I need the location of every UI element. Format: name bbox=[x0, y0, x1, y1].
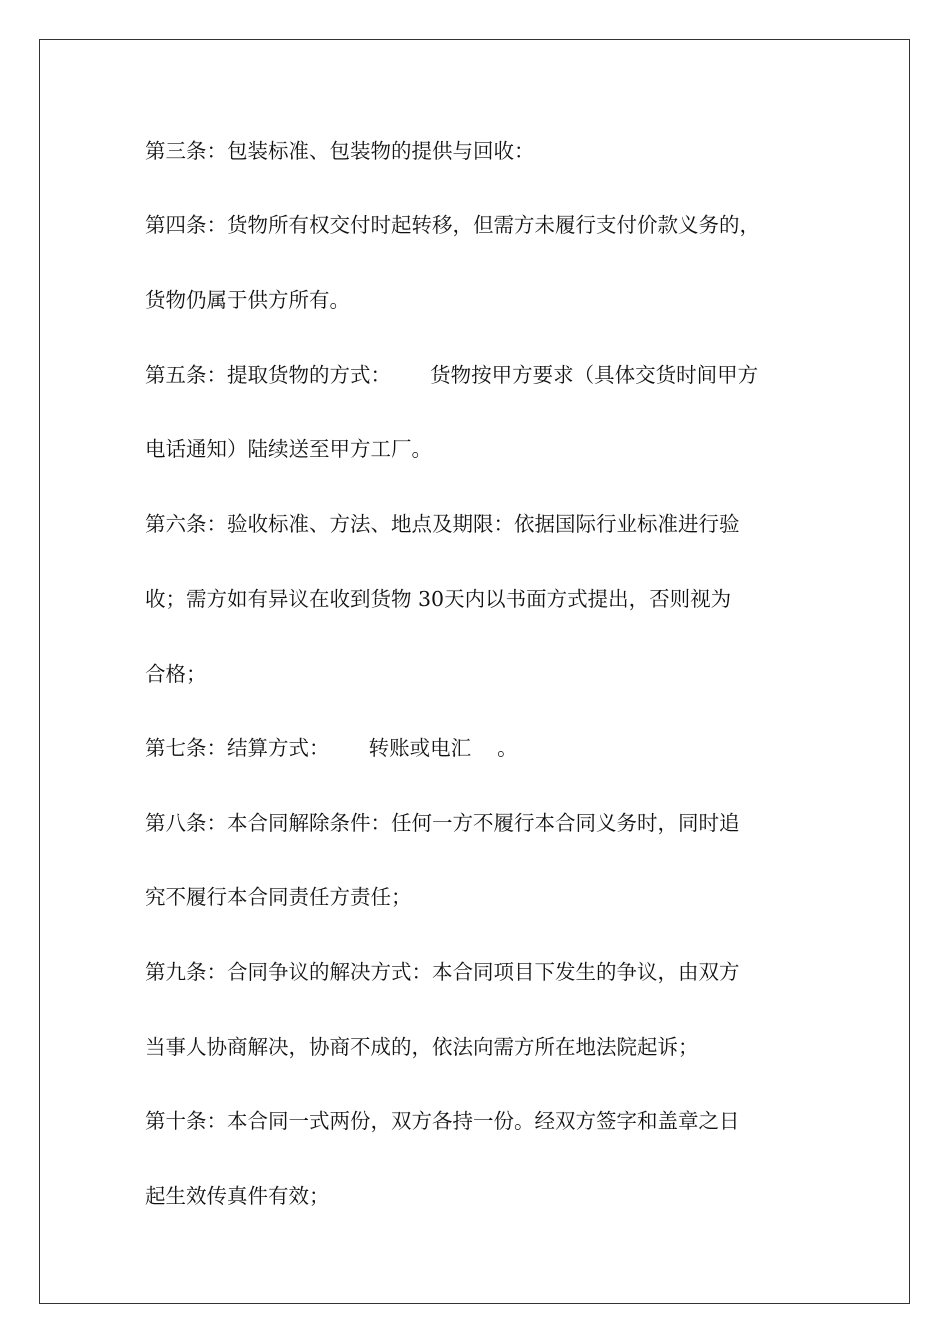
clause-5-line-2: 电话通知）陆续送至甲方工厂。 bbox=[145, 437, 432, 461]
clause-9-line-2: 当事人协商解决，协商不成的，依法向需方所在地法院起诉； bbox=[145, 1035, 699, 1059]
clause-8-line-1: 第八条：本合同解除条件：任何一方不履行本合同义务时，同时追 bbox=[145, 811, 740, 835]
clause-5-line-1: 第五条：提取货物的方式： 货物按甲方要求（具体交货时间甲方 bbox=[145, 363, 759, 387]
clause-6-line-1: 第六条：验收标准、方法、地点及期限：依据国际行业标准进行验 bbox=[145, 512, 740, 536]
clause-8-line-2: 究不履行本合同责任方责任； bbox=[145, 885, 412, 909]
clause-7-line: 第七条：结算方式： 转账或电汇 。 bbox=[145, 736, 518, 760]
clause-10-line-1: 第十条：本合同一式两份，双方各持一份。经双方签字和盖章之日 bbox=[145, 1109, 740, 1133]
clause-6-line-2: 收；需方如有异议在收到货物 30天内以书面方式提出，否则视为 bbox=[145, 587, 732, 611]
clause-9-line-1: 第九条：合同争议的解决方式：本合同项目下发生的争议，由双方 bbox=[145, 960, 740, 984]
clause-10-line-2: 起生效传真件有效； bbox=[145, 1184, 330, 1208]
clause-6-line-3: 合格； bbox=[145, 662, 207, 686]
clause-4-line-1: 第四条：货物所有权交付时起转移，但需方未履行支付价款义务的， bbox=[145, 213, 760, 237]
clause-4-line-2: 货物仍属于供方所有。 bbox=[145, 288, 350, 312]
clause-3-line: 第三条：包装标准、包装物的提供与回收： bbox=[145, 139, 535, 163]
